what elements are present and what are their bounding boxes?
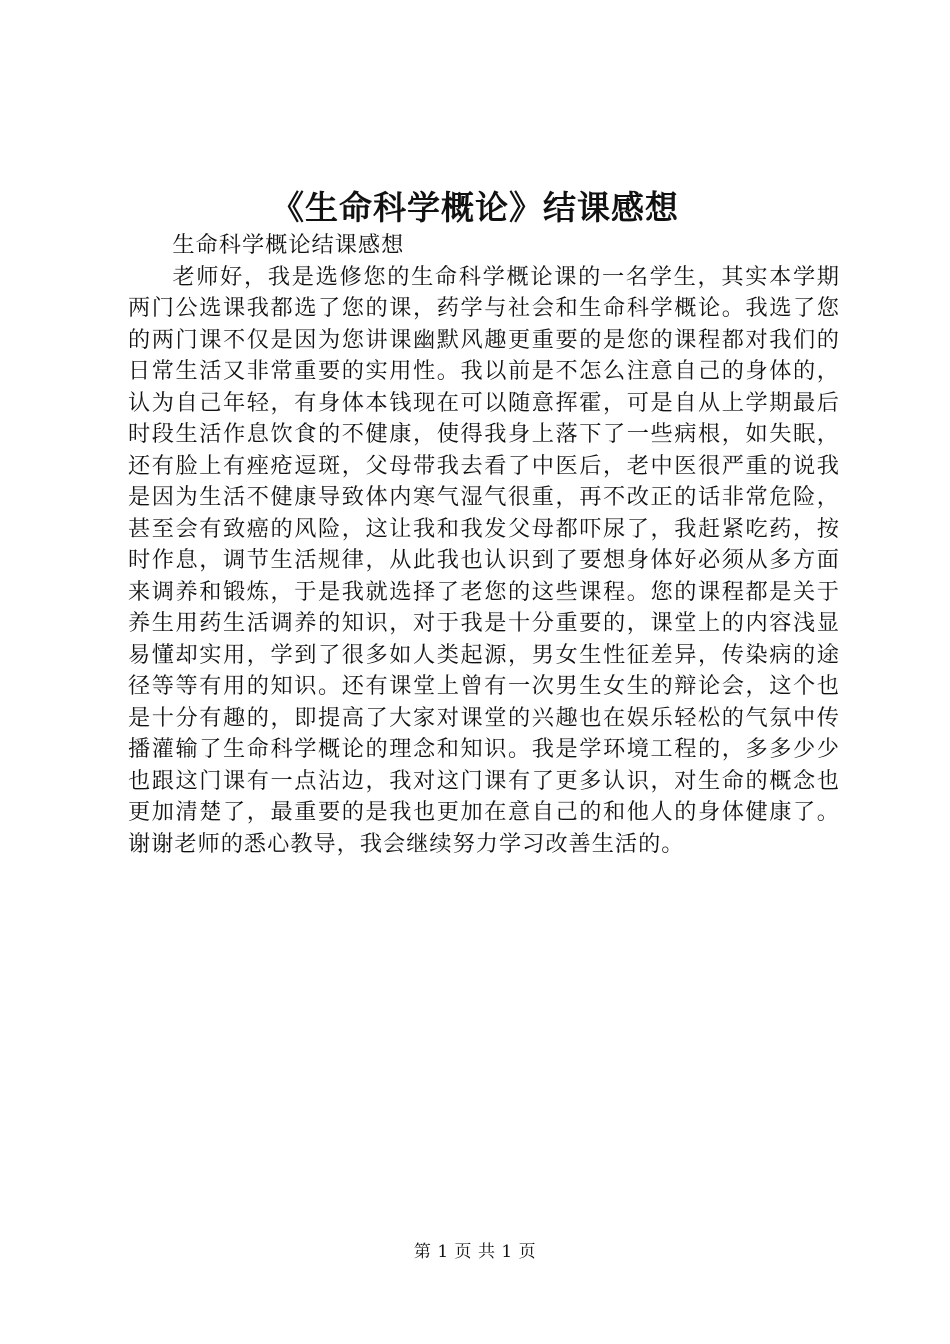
page-number-footer: 第 1 页 共 1 页 [413, 1242, 537, 1262]
subtitle-paragraph: 生命科学概论结课感想 [172, 232, 405, 258]
body-paragraph: 老师好，我是选修您的生命科学概论课的一名学生，其实本学期两门公选课我都选了您的课，药学与社会和生命科学概论。我选了您的两门课不仅是因为您讲课幽默风趣更重要的是您的课程都对我们的日常生活又非常重要的实用性。我以前是不怎么注意自己的身体的，认为自己年轻，有身体本钱现在可以随意挥霍，可是自从上学期最后时段生活作息饮食的不健康，使得我身上落下了一些病根，如失眠，还有脸上有痤疮逗斑，父母带我去看了中医后，老中医很严重的说我是因为生活不健康导致体内寒气湿气很重，再不改正的话非常危险，甚至会有致癌的风险，这让我和我发父母都吓尿了，我赶紧吃药，按时作息，调节生活规律，从此我也认识到了要想身体好必须从多方面来调养和锻炼，于是我就选择了老您的这些课程。您的课程都是关于养生用药生活调养的知识，对于我是十分重要的，课堂上的内容浅显易懂却实用，学到了很多如人类起源，男女生性征差异，传染病的途径等等有用的知识。还有课堂上曾有一次男生女生的辩论会，这个也是十分有趣的，即提高了大家对课堂的兴趣也在娱乐轻松的气氛中传播灌输了生命科学概论的理念和知识。我是学环境工程的，多多少少也跟这门课有一点沾边，我对这门课有了更多认识，对生命的概念也更加清楚了，最重要的是我也更加在意自己的和他人的身体健康了。谢谢老师的悉心教导，我会继续努力学习改善生活的。 [128, 263, 840, 857]
document-title: 《生命科学概论》结课感想 [271, 188, 679, 227]
document-body [128, 230, 840, 860]
